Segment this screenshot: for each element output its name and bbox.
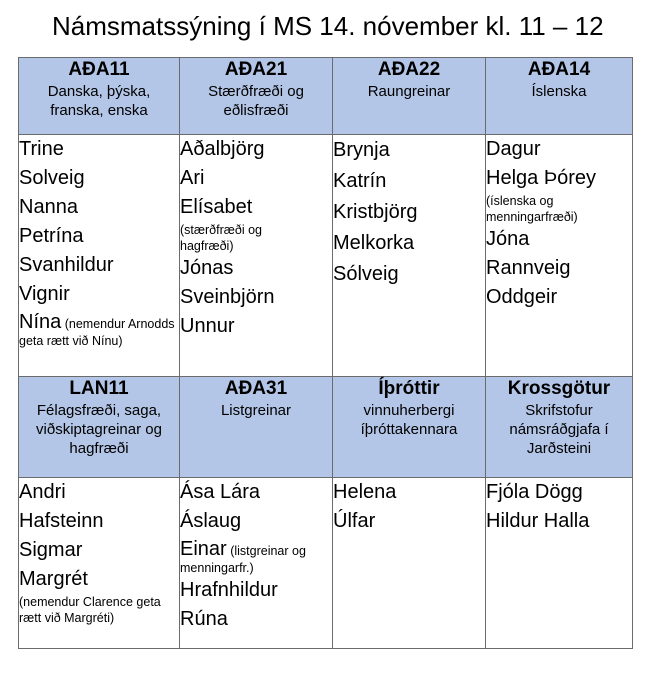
- group-header-ada14: [486, 58, 633, 135]
- person-name: Aðalbjörg: [180, 138, 265, 160]
- group-subject: Íslenska: [531, 83, 587, 100]
- person-name: Sigmar: [19, 539, 83, 561]
- group-name: AÐA14: [527, 59, 591, 80]
- person-name: Sveinbjörn: [180, 286, 275, 308]
- person-note: (íslenska og menningarfræði): [486, 194, 578, 224]
- group-subject: Danska, þýska, franska, enska: [47, 83, 151, 119]
- person-name: Vignir: [19, 283, 70, 305]
- group-name: Krossgötur: [507, 378, 611, 399]
- group-header-krossgotur: [486, 377, 633, 478]
- group-name: LAN11: [69, 378, 129, 399]
- group-name: AÐA22: [377, 59, 441, 80]
- header-row: [19, 58, 633, 135]
- person-name: Nanna: [19, 196, 78, 218]
- person-name: Einar: [180, 538, 227, 560]
- person-name: Ari: [180, 167, 205, 189]
- person-name: Ása Lára: [180, 481, 261, 503]
- people-list-ithrottir: [333, 478, 486, 649]
- header-row: [19, 377, 633, 478]
- person-note: (listgreinar og menningarfr.): [180, 544, 306, 575]
- group-subject: Raungreinar: [367, 83, 451, 100]
- group-name: Íþróttir: [378, 378, 440, 399]
- person-name: Sólveig: [333, 263, 399, 285]
- people-list-ada11: [19, 135, 180, 377]
- person-name: Svanhildur: [19, 254, 114, 276]
- group-subject: Skrifstofur námsráðgjafa í Jarðsteini: [509, 402, 609, 457]
- person-name: Áslaug: [180, 510, 242, 532]
- person-name: Jóna: [486, 228, 530, 250]
- person-name: Fjóla Dögg: [486, 481, 583, 503]
- group-header-ada11: [19, 58, 180, 135]
- person-name: Katrín: [333, 170, 387, 192]
- person-name: Margrét: [19, 568, 88, 590]
- group-subject: vinnuherbergi íþróttakennara: [360, 402, 458, 438]
- person-name: Petrína: [19, 225, 84, 247]
- person-note: (nemendur Arnodds geta rætt við Nínu): [19, 317, 175, 348]
- group-header-lan11: [19, 377, 180, 478]
- schedule-table: [18, 57, 633, 649]
- page-title: Námsmatssýning í MS 14. nóvember kl. 11 – 12: [52, 11, 604, 41]
- person-with-note: [19, 311, 179, 349]
- people-list-ada31: [180, 478, 333, 649]
- person-note: (nemendur Clarence geta rætt við Margréti): [19, 595, 161, 625]
- person-name: Oddgeir: [486, 286, 558, 308]
- group-subject: Félagsfræði, saga, viðskiptagreinar og hagfræði: [36, 402, 162, 457]
- group-header-ithrottir: [333, 377, 486, 478]
- person-note: (stærðfræði og hagfræði): [180, 223, 262, 253]
- people-row: [19, 478, 633, 649]
- person-name: Dagur: [486, 138, 541, 160]
- person-name: Brynja: [333, 139, 390, 161]
- person-name: Andri: [19, 481, 66, 503]
- person-name: Trine: [19, 138, 64, 160]
- people-list-lan11: [19, 478, 180, 649]
- person-name: Melkorka: [333, 232, 415, 254]
- person-name: Hildur Halla: [486, 510, 590, 532]
- group-name: AÐA31: [224, 378, 288, 399]
- people-row: [19, 135, 633, 377]
- person-name: Helena: [333, 481, 397, 503]
- group-name: AÐA11: [68, 59, 130, 80]
- people-list-ada21: [180, 135, 333, 377]
- person-name: Solveig: [19, 167, 85, 189]
- person-name: Hafsteinn: [19, 510, 104, 532]
- person-name: Rúna: [180, 608, 228, 630]
- group-name: AÐA21: [224, 59, 288, 80]
- group-subject: Stærðfræði og eðlisfræði: [208, 83, 304, 119]
- person-name: Úlfar: [333, 510, 376, 532]
- person-name: Hrafnhildur: [180, 579, 278, 601]
- group-subject: Listgreinar: [220, 402, 292, 419]
- person-name: Kristbjörg: [333, 201, 418, 223]
- group-header-ada31: [180, 377, 333, 478]
- people-list-ada14: [486, 135, 633, 377]
- people-list-ada22: [333, 135, 486, 377]
- person-name: Rannveig: [486, 257, 571, 279]
- person-name: Helga Þórey: [486, 167, 597, 189]
- group-header-ada21: [180, 58, 333, 135]
- person-with-note: [180, 538, 332, 576]
- people-list-krossgotur: [486, 478, 633, 649]
- person-name: Jónas: [180, 257, 234, 279]
- person-name: Elísabet: [180, 196, 253, 218]
- person-name: Nína: [19, 311, 62, 333]
- group-header-ada22: [333, 58, 486, 135]
- person-name: Unnur: [180, 315, 235, 337]
